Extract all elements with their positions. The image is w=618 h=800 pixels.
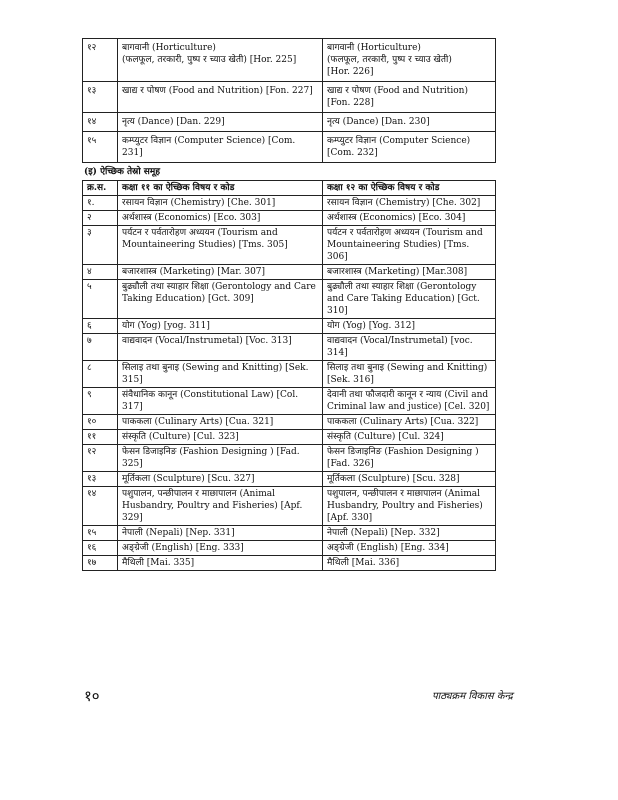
grade-11-subject-cell: बजारशास्त्र (Marketing) [Mar. 307] — [118, 265, 323, 280]
table-row — [83, 472, 496, 487]
serial-cell: १३ — [83, 82, 118, 113]
grade-12-subject-cell: सिलाइ तथा बुनाइ (Sewing and Knitting) [Sek. 316] — [323, 361, 496, 388]
table-row — [83, 226, 496, 265]
grade-11-subject-cell: पशुपालन, पन्छीपालन र माछापालन (Animal Husbandry, Poultry and Fisheries) [Apf. 329] — [118, 487, 323, 526]
grade-11-subject-cell: वाद्यवादन (Vocal/Instrumetal) [Voc. 313] — [118, 334, 323, 361]
table-row — [83, 388, 496, 415]
grade-12-subject-cell: कम्प्युटर विज्ञान (Computer Science) [Com. 232] — [323, 132, 496, 163]
table-row — [83, 132, 496, 163]
grade-12-subject-cell: बागवानी (Horticulture) (फलफूल, तरकारी, पुष्प र च्याउ खेती) [Hor. 226] — [323, 39, 496, 82]
header-serial: क्र.स. — [83, 181, 118, 196]
table-row — [83, 430, 496, 445]
grade-12-subject-cell: पशुपालन, पन्छीपालन र माछापालन (Animal Husbandry, Poultry and Fisheries) [Apf. 330] — [323, 487, 496, 526]
table-row — [83, 39, 496, 82]
serial-cell: ६ — [83, 319, 118, 334]
elective-table-continued-body — [83, 39, 496, 163]
table-row — [83, 415, 496, 430]
serial-cell: १२ — [83, 39, 118, 82]
serial-cell: २ — [83, 211, 118, 226]
serial-cell: १५ — [83, 526, 118, 541]
grade-11-subject-cell: संस्कृति (Culture) [Cul. 323] — [118, 430, 323, 445]
grade-11-subject-cell: संवैधानिक कानून (Constitutional Law) [Col. 317] — [118, 388, 323, 415]
table-header-row — [83, 181, 496, 196]
serial-cell: १४ — [83, 487, 118, 526]
grade-12-subject-cell: फेसन डिजाइनिङ (Fashion Designing ) [Fad. 326] — [323, 445, 496, 472]
grade-12-subject-cell: योग (Yog) [Yog. 312] — [323, 319, 496, 334]
serial-cell: ८ — [83, 361, 118, 388]
grade-11-subject-cell: योग (Yog) [yog. 311] — [118, 319, 323, 334]
table-row — [83, 82, 496, 113]
grade-12-subject-cell: बजारशास्त्र (Marketing) [Mar.308] — [323, 265, 496, 280]
table-row — [83, 334, 496, 361]
grade-11-subject-cell: फेसन डिजाइनिङ (Fashion Designing ) [Fad. 325] — [118, 445, 323, 472]
serial-cell: १३ — [83, 472, 118, 487]
serial-cell: १७ — [83, 556, 118, 571]
grade-12-subject-cell: खाद्य र पोषण (Food and Nutrition) [Fon. 228] — [323, 82, 496, 113]
serial-cell: १५ — [83, 132, 118, 163]
table-row — [83, 361, 496, 388]
grade-12-subject-cell: नृत्य (Dance) [Dan. 230] — [323, 113, 496, 132]
grade-11-subject-cell: नृत्य (Dance) [Dan. 229] — [118, 113, 323, 132]
grade-12-subject-cell: नेपाली (Nepali) [Nep. 332] — [323, 526, 496, 541]
serial-cell: १० — [83, 415, 118, 430]
serial-cell: १२ — [83, 445, 118, 472]
page-number: १० — [84, 687, 100, 705]
grade-12-subject-cell: वाद्यवादन (Vocal/Instrumetal) [voc. 314] — [323, 334, 496, 361]
grade-12-subject-cell: अर्थशास्त्र (Economics) [Eco. 304] — [323, 211, 496, 226]
grade-12-subject-cell: संस्कृति (Culture) [Cul. 324] — [323, 430, 496, 445]
table-row — [83, 211, 496, 226]
table-row — [83, 445, 496, 472]
serial-cell: ३ — [83, 226, 118, 265]
grade-11-subject-cell: अर्थशास्त्र (Economics) [Eco. 303] — [118, 211, 323, 226]
serial-cell: १४ — [83, 113, 118, 132]
elective-third-group-body — [83, 196, 496, 571]
serial-cell: ९ — [83, 388, 118, 415]
grade-12-subject-cell: अङ्ग्रेजी (English) [Eng. 334] — [323, 541, 496, 556]
serial-cell: ५ — [83, 280, 118, 319]
table-row — [83, 526, 496, 541]
serial-cell: १. — [83, 196, 118, 211]
grade-11-subject-cell: कम्प्युटर विज्ञान (Computer Science) [Com. 231] — [118, 132, 323, 163]
grade-12-subject-cell: पर्यटन र पर्वतारोहण अध्ययन (Tourism and Mountaineering Studies) [Tms. 306] — [323, 226, 496, 265]
footer-publisher: पाठ्यक्रम विकास केन्द्र — [432, 691, 513, 702]
serial-cell: ७ — [83, 334, 118, 361]
table-row — [83, 556, 496, 571]
elective-third-group-table — [82, 180, 496, 571]
grade-12-subject-cell: बुढ्यौली तथा स्याहार शिक्षा (Gerontology and Care Taking Education) [Gct. 310] — [323, 280, 496, 319]
table-row — [83, 319, 496, 334]
grade-11-subject-cell: मूर्तिकला (Sculpture) [Scu. 327] — [118, 472, 323, 487]
table-row — [83, 113, 496, 132]
grade-12-subject-cell: मूर्तिकला (Sculpture) [Scu. 328] — [323, 472, 496, 487]
grade-11-subject-cell: अङ्ग्रेजी (English) [Eng. 333] — [118, 541, 323, 556]
grade-11-subject-cell: नेपाली (Nepali) [Nep. 331] — [118, 526, 323, 541]
table-row — [83, 265, 496, 280]
elective-table-continued — [82, 38, 496, 163]
grade-11-subject-cell: बुढ्यौली तथा स्याहार शिक्षा (Gerontology and Care Taking Education) [Gct. 309] — [118, 280, 323, 319]
table-row — [83, 280, 496, 319]
grade-11-subject-cell: पर्यटन र पर्वतारोहण अध्ययन (Tourism and Mountaineering Studies) [Tms. 305] — [118, 226, 323, 265]
table-row — [83, 196, 496, 211]
grade-11-subject-cell: सिलाइ तथा बुनाइ (Sewing and Knitting) [Sek. 315] — [118, 361, 323, 388]
table-row — [83, 541, 496, 556]
serial-cell: ४ — [83, 265, 118, 280]
serial-cell: ११ — [83, 430, 118, 445]
grade-12-subject-cell: देवानी तथा फौजदारी कानून र न्याय (Civil and Criminal law and justice) [Cel. 320] — [323, 388, 496, 415]
table-row — [83, 487, 496, 526]
grade-11-subject-cell: मैथिली [Mai. 335] — [118, 556, 323, 571]
header-grade-12: कक्षा १२ का ऐच्छिक विषय र कोड — [323, 181, 496, 196]
grade-11-subject-cell: बागवानी (Horticulture) (फलफूल, तरकारी, पुष्प र च्याउ खेती) [Hor. 225] — [118, 39, 323, 82]
grade-12-subject-cell: पाककला (Culinary Arts) [Cua. 322] — [323, 415, 496, 430]
section-heading: (इ) ऐच्छिक तेस्रो समूह — [84, 167, 161, 177]
serial-cell: १६ — [83, 541, 118, 556]
grade-12-subject-cell: रसायन विज्ञान (Chemistry) [Che. 302] — [323, 196, 496, 211]
grade-11-subject-cell: खाद्य र पोषण (Food and Nutrition) [Fon. 227] — [118, 82, 323, 113]
grade-11-subject-cell: रसायन विज्ञान (Chemistry) [Che. 301] — [118, 196, 323, 211]
grade-12-subject-cell: मैथिली [Mai. 336] — [323, 556, 496, 571]
grade-11-subject-cell: पाककला (Culinary Arts) [Cua. 321] — [118, 415, 323, 430]
header-grade-11: कक्षा ११ का ऐच्छिक विषय र कोड — [118, 181, 323, 196]
